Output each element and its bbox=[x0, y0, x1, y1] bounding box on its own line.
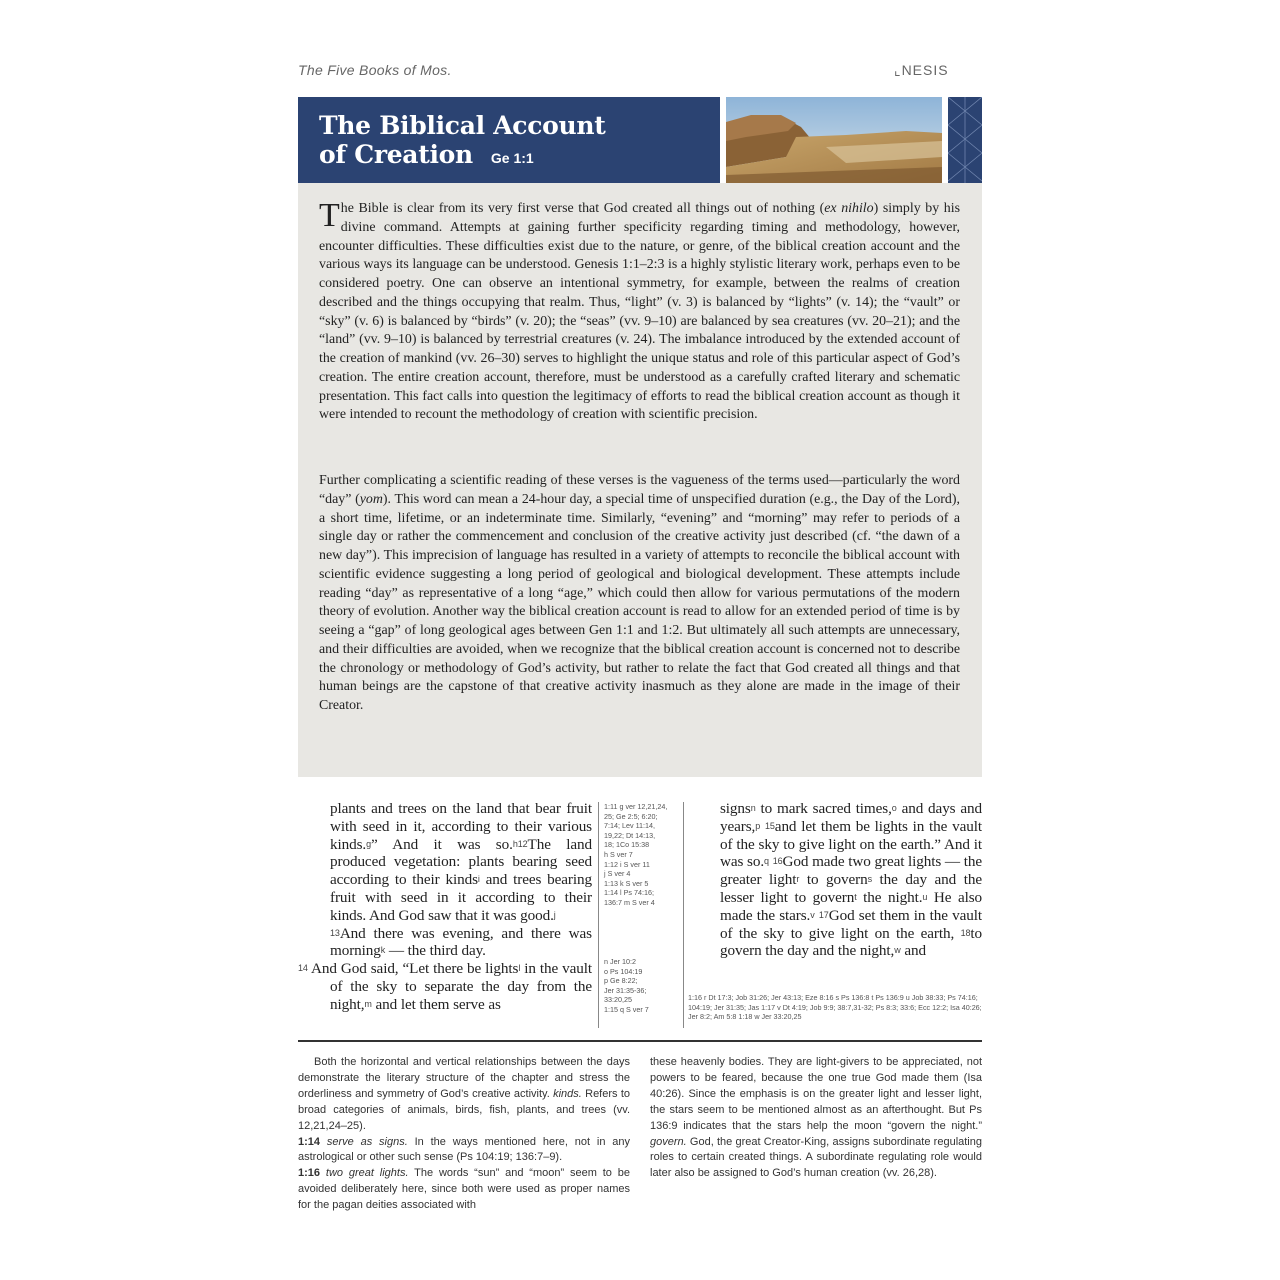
title-line-2: of Creation bbox=[319, 140, 473, 169]
title-reference: Ge 1:1 bbox=[490, 150, 534, 166]
landscape-photo bbox=[726, 97, 942, 183]
bible-verses-14-18: signs$^n$ to mark sacred times,$^o$ and days and years,$^p$ $^{15}$and let them be lights in the vault of the sky to give light on the earth.” And it was so.$^q$ $^{16}$God made two great lights — the greater light$^r$ to govern$^s$ the day and the lesser light to govern$^t$ the night.$^u$ He also made the stars.$^v$ $^{17}$God set them in the vault of the sky to give light on the earth, $^{18}$to govern the day and the night,$^w$ and bbox=[720, 800, 983, 960]
title-banner bbox=[298, 97, 720, 183]
cross-references-left: 1:11 g ver 12,21,24, 25; Ge 2:5; 6:20; 7:14; Lev 11:14, 19,22; Dt 14:13, 18; 1Co 15:38 h S ver 7 1:12 i S ver 11 j S ver 4 1:13 k S ver 5 1:14 l Ps 74:16; 136:7 m S ver 4 bbox=[604, 802, 668, 907]
notes-divider bbox=[298, 1040, 982, 1042]
running-head-right: ⌞NESIS bbox=[894, 62, 949, 78]
cross-references-left-2: n Jer 10:2 o Ps 104:19 p Ge 8:22; Jer 31:35-36; 33:20,25 1:15 q S ver 7 bbox=[604, 957, 649, 1014]
article-title bbox=[319, 111, 606, 173]
bible-verse-14: $^{14}$ And God said, “Let there be lights$^l$ in the vault of the sky to separate the day from the night,$^m$ and let them serve as bbox=[298, 960, 593, 1013]
note-continued: these heavenly bodies. They are light-givers to be appreciated, not powers to be feared, because the one true God made them (Isa 40:26). Since the emphasis is on the greater light and lesser light, the stars seem to be mentioned almost as an afterthought. But Ps 136:9 indicates that the stars help the moon “govern the night.” govern. God, the great Creator-King, assigns subordinate regulating roles to certain created things. A subordinate regulating role would later also be assigned to God’s human creation (vv. 26,28). bbox=[650, 1056, 982, 1180]
bible-verses-11-13: plants and trees on the land that bear fruit with seed in it, according to their various kinds.$^g$” And it was so.$^{h12}$The land produced vegetation: plants bearing seed according to their kinds$^i$ and trees bearing fruit with seed in it according to their kinds. And God saw that it was good.$^j$ $^{13}$And there was evening, and there was morning$^k$ — the third day. bbox=[330, 800, 592, 960]
note-1-14: 1:14 serve as signs. In the ways mentioned here, not in any astrological or other such sense (Ps 104:19; 136:7–9). bbox=[298, 1135, 630, 1164]
study-notes-left bbox=[298, 1055, 630, 1214]
column-divider-left bbox=[598, 802, 599, 1028]
study-notes-right bbox=[650, 1055, 982, 1182]
note-1-16: 1:16 two great lights. The words “sun” and “moon” seem to be avoided deliberately here, since both were used as proper names for the pagan deities associated with bbox=[298, 1167, 630, 1212]
bible-column-right bbox=[720, 800, 982, 960]
article-paragraph-1: The Bible is clear from its very first verse that God created all things out of nothing (ex nihilo) simply by his divine command. Attempts at gaining further specificity regarding timing and methodology, however, encounter difficulties. These difficulties exist due to the nature, or genre, of the biblical creation account and the various ways its language can be understood. Genesis 1:1–2:3 is a highly stylistic literary work, perhaps even to be considered poetry. One can observe an intentional symmetry, for example, between the realms of creation described and the things occupying that realm. Thus, “light” (v. 3) is balanced by “lights” (v. 14); the “vault” or “sky” (v. 6) is balanced by “birds” (v. 20); the “seas” (vv. 9–10) are balanced by sea creatures (vv. 20–21); and the “land” (vv. 9–10) is balanced by terrestrial creatures (v. 24). The imbalance introduced by the extended account of the creation of mankind (vv. 26–30) serves to highlight the unique status and role of this particular aspect of God’s creation. The entire creation account, therefore, must be understood as a carefully crafted literary and schematic presentation. This fact calls into question the legitimacy of efforts to read the biblical creation account as though it were intended to recount the methodology of creation with scientific precision. bbox=[319, 197, 960, 423]
sidebar-article bbox=[298, 183, 982, 777]
article-paragraph-2: Further complicating a scientific reading of these verses is the vagueness of the terms used—particularly the word “day” (yom). This word can mean a 24-hour day, a special time of unspecified duration (e.g., the Day of the Lord), a short time, lifetime, or an indeterminate time. Similarly, “evening” and “morning” may refer to periods of a single day or rather the commencement and conclusion of the creative activity just described (cf. “the dawn of a new day”). This imprecision of language has resulted in a variety of attempts to reconcile the biblical account with scientific evidence suggesting a long period of geological and biological development. These attempts include reading “day” as representative of a long “age,” which could then allow for various permutations of the modern theory of evolution. Another way the biblical creation account is read to allow for an extended period of time is by seeing a “gap” of long geological ages between Gen 1:1 and 1:2. But ultimately all such attempts are unnecessary, and their difficulties are avoided, when we recognize that the biblical creation account is concerned not to describe the chronology or methodology of God’s activity, but rather to relate the fact that God created all things and that human beings are the capstone of that creative activity inasmuch as they alone are made in the image of their Creator. bbox=[319, 473, 960, 713]
drop-cap: T bbox=[319, 197, 340, 234]
decorative-pattern bbox=[948, 97, 982, 183]
title-line-1: The Biblical Account bbox=[319, 111, 606, 140]
article-header bbox=[298, 97, 982, 183]
cross-references-bottom: 1:16 r Dt 17:3; Job 31:26; Jer 43:13; Eze 8:16 s Ps 136:8 t Ps 136:9 u Job 38:33; Ps 74:16; 104:19; Jer 31:35; Jas 1:17 v Dt 4:19; Job 9:9; 38:7,31-32; Ps 8:3; 33:6; Ecc 12:2; Isa 40:26; Jer 8:2; Am 5:8 1:18 w Jer 33:20,25 bbox=[688, 993, 982, 1022]
bible-column-left bbox=[298, 800, 592, 1014]
running-head-left: The Five Books of Mos. bbox=[298, 62, 452, 78]
note-paragraph: Both the horizontal and vertical relationships between the days demonstrate the literary structure of the chapter and stress the orderliness and symmetry of God’s creative activity. kinds. Refers to broad categories of animals, birds, fish, plants, and trees (vv. 12,21,24–25). bbox=[298, 1056, 631, 1132]
